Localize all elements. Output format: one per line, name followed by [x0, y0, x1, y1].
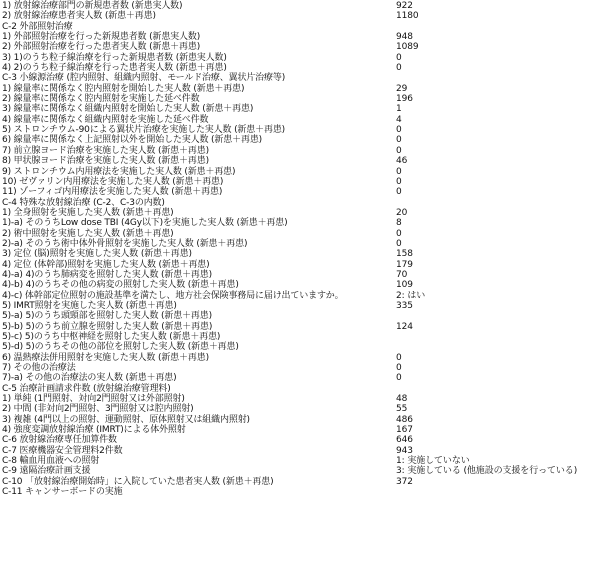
item-label: 2) 外部照射治療を行った患者実人数 (新患＋再患)	[2, 42, 201, 53]
section-heading	[2, 384, 598, 394]
list-item	[2, 415, 598, 425]
section-title: C-3 小線源治療 (腔内照射、組織内照射、モールド治療、翼状片治療等)	[2, 73, 286, 84]
item-label: 3) 線量率に関係なく組織内照射を開始した実人数 (新患＋再患)	[2, 104, 254, 115]
item-label: 1) 外部照射治療を行った新規患者数 (新患実人数)	[2, 32, 201, 43]
item-label: 2) 放射線治療患者実人数 (新患＋再患)	[2, 11, 156, 22]
item-value: 0	[396, 125, 402, 136]
list-item	[2, 322, 598, 332]
section-heading	[2, 466, 598, 476]
list-item	[2, 342, 598, 352]
item-value: 2: はい	[396, 290, 426, 301]
item-label: 1) 単純 (1門照射、対向2門照射又は外部照射)	[2, 394, 185, 405]
item-value: 158	[396, 249, 413, 260]
item-value: 0	[396, 352, 402, 363]
list-item	[2, 104, 598, 114]
item-value: 3: 実施している (他施設の支援を行っている)	[396, 466, 578, 477]
item-value: 943	[396, 445, 413, 456]
list-item	[2, 249, 598, 259]
item-label: 5)-b) 5)のうち前立腺を照射した実人数 (新患＋再患)	[2, 321, 213, 332]
list-item	[2, 32, 598, 42]
list-item	[2, 135, 598, 145]
item-label: 1) 放射線治療部門の新規患者数 (新患実人数)	[2, 1, 183, 11]
section-heading	[2, 73, 598, 83]
item-label: 6) 線量率に関係なく上記照射以外を開始した実人数 (新患＋再患)	[2, 135, 263, 146]
item-label: 3) 1)のうち粒子線治療を行った新規患者数 (新患実人数)	[2, 52, 227, 63]
list-item	[2, 187, 598, 197]
section-heading	[2, 446, 598, 456]
item-label: 4) 定位 (体幹部)照射を実施した実人数 (新患＋再患)	[2, 259, 210, 270]
item-value: 0	[396, 176, 402, 187]
section-title: C-11 キャンサーボードの実施	[2, 487, 123, 498]
item-value: 0	[396, 63, 402, 74]
item-value: 4	[396, 114, 402, 125]
section-heading	[2, 198, 598, 208]
item-label: 10) ゼヴァリン内用療法を実施した実人数 (新患＋再患)	[2, 176, 224, 187]
item-label: 4)-b) 4)のうちその他の病変の照射した実人数 (新患＋再患)	[2, 280, 239, 291]
list-item	[2, 291, 598, 301]
item-label: 3) 複雑 (4門以上の照射、運動照射、原体照射又は組織内照射)	[2, 414, 250, 425]
list-item	[2, 229, 598, 239]
list-item	[2, 373, 598, 383]
list-item	[2, 53, 598, 63]
item-label: 4) 線量率に関係なく組織内照射を実施した延べ件数	[2, 114, 209, 125]
document-page	[2, 1, 598, 498]
item-value: 124	[396, 321, 413, 332]
list-item	[2, 301, 598, 311]
list-item	[2, 11, 598, 21]
list-item	[2, 270, 598, 280]
item-value: 335	[396, 300, 413, 311]
list-item	[2, 94, 598, 104]
item-value: 20	[396, 207, 408, 218]
item-value: 0	[396, 145, 402, 156]
list-item	[2, 280, 598, 290]
section-title: C-9 遠隔治療計画支援	[2, 466, 91, 477]
item-value: 167	[396, 425, 413, 436]
section-title: C-8 輸血用血液への照射	[2, 456, 100, 467]
section-title: C-10 「放射線治療開始時」に入院していた患者実人数 (新患＋再患)	[2, 476, 274, 487]
item-label: 5)-c) 5)のうち中枢神経を照射した実人数 (新患＋再患)	[2, 332, 221, 342]
section-heading	[2, 22, 598, 32]
item-label: 4)-a) 4)のうち肺病変を照射した実人数 (新患＋再患)	[2, 269, 212, 280]
list-item	[2, 156, 598, 166]
section-title: C-6 放射線治療専任加算件数	[2, 435, 117, 446]
item-value: 0	[396, 166, 402, 177]
item-label: 2) 術中照射を実施した実人数 (新患＋再患)	[2, 228, 174, 239]
section-title: C-5 治療計画請求件数 (放射線治療管理料)	[2, 383, 171, 394]
item-label: 5)-d) 5)のうちその他の部位を照射した実人数 (新患＋再患)	[2, 342, 239, 353]
list-item	[2, 177, 598, 187]
item-value: 29	[396, 83, 408, 94]
section-heading	[2, 487, 598, 497]
item-value: 70	[396, 269, 408, 280]
item-label: 11) ゾーフィゴ内用療法を実施した実人数 (新患＋再患)	[2, 187, 223, 198]
item-value: 109	[396, 280, 413, 291]
list-item	[2, 311, 598, 321]
item-label: 5) ストロンチウム-90による翼状片治療を実施した実人数 (新患＋再患)	[2, 125, 286, 136]
list-item	[2, 84, 598, 94]
item-value: 0	[396, 363, 402, 374]
list-item	[2, 125, 598, 135]
item-value: 0	[396, 135, 402, 146]
item-value: 372	[396, 476, 413, 487]
item-label: 2) 線量率に関係なく腔内照射を実施した延べ件数	[2, 94, 200, 105]
list-item	[2, 239, 598, 249]
item-label: 8) 甲状腺ヨード治療を実施した実人数 (新患＋再患)	[2, 156, 209, 167]
item-value: 1	[396, 104, 402, 115]
item-label: 2) 中間 (非対向2門照射、3門照射又は腔内照射)	[2, 404, 194, 415]
item-value: 55	[396, 404, 408, 415]
list-item	[2, 208, 598, 218]
item-label: 2)-a) そのうち術中体外骨照射を実施した実人数 (新患＋再患)	[2, 238, 248, 249]
item-value: 0	[396, 228, 402, 239]
section-title: C-2 外部照射治療	[2, 21, 73, 32]
list-item	[2, 404, 598, 414]
item-label: 3) 定位 (脳)照射を実施した実人数 (新患＋再患)	[2, 249, 192, 260]
item-value: 196	[396, 94, 413, 105]
item-label: 1) 線量率に関係なく腔内照射を開始した実人数 (新患＋再患)	[2, 83, 245, 94]
item-value: 0	[396, 52, 402, 63]
item-value: 0	[396, 373, 402, 384]
list-item	[2, 167, 598, 177]
item-label: 7) 前立腺ヨード治療を実施した実人数 (新患＋再患)	[2, 145, 209, 156]
item-label: 7) その他の治療法	[2, 363, 76, 374]
item-label: 4)-c) 体幹部定位照射の施設基準を満たし、地方社会保険事務局に届け出ていますか。	[2, 290, 344, 301]
list-item	[2, 146, 598, 156]
item-value: 1: 実施していない	[396, 456, 470, 467]
item-value: 486	[396, 414, 413, 425]
list-item	[2, 115, 598, 125]
item-value: 46	[396, 156, 408, 167]
list-item	[2, 425, 598, 435]
list-item	[2, 218, 598, 228]
section-heading	[2, 435, 598, 445]
list-item	[2, 1, 598, 11]
list-item	[2, 63, 598, 73]
item-label: 7)-a) その他の治療法の実人数 (新患＋再患)	[2, 373, 177, 384]
item-value: 179	[396, 259, 413, 270]
item-label: 4) 2)のうち粒子線治療を行った患者実人数 (新患＋再患)	[2, 63, 227, 74]
item-value: 0	[396, 187, 402, 198]
item-value: 948	[396, 32, 413, 43]
section-title: C-4 特殊な放射線治療 (C-2、C-3の内数)	[2, 197, 165, 208]
item-label: 5)-a) 5)のうち頭頸部を照射した実人数 (新患＋再患)	[2, 311, 212, 322]
list-item	[2, 353, 598, 363]
item-value: 1180	[396, 11, 419, 22]
item-label: 6) 温熱療法併用照射を実施した実人数 (新患＋再患)	[2, 352, 209, 363]
section-heading	[2, 477, 598, 487]
item-value: 922	[396, 1, 413, 11]
item-value: 0	[396, 238, 402, 249]
item-value: 646	[396, 435, 413, 446]
list-item	[2, 332, 598, 342]
item-label: 1)-a) そのうちLow dose TBI (4Gy以下)を実施した実人数 (新患＋再患)	[2, 218, 288, 229]
item-label: 1) 全身照射を実施した実人数 (新患＋再患)	[2, 207, 174, 218]
item-value: 8	[396, 218, 402, 229]
section-title: C-7 医療機器安全管理料2件数	[2, 445, 123, 456]
list-item	[2, 42, 598, 52]
item-label: 9) ストロンチウム内用療法を実施した実人数 (新患＋再患)	[2, 166, 236, 177]
list-item	[2, 260, 598, 270]
item-value: 1089	[396, 42, 419, 53]
section-heading	[2, 456, 598, 466]
item-label: 5) IMRT照射を実施した実人数 (新患＋再患)	[2, 300, 177, 311]
item-label: 4) 強度変調放射線治療 (IMRT)による体外照射	[2, 425, 186, 436]
list-item	[2, 394, 598, 404]
item-value: 48	[396, 394, 408, 405]
list-item	[2, 363, 598, 373]
